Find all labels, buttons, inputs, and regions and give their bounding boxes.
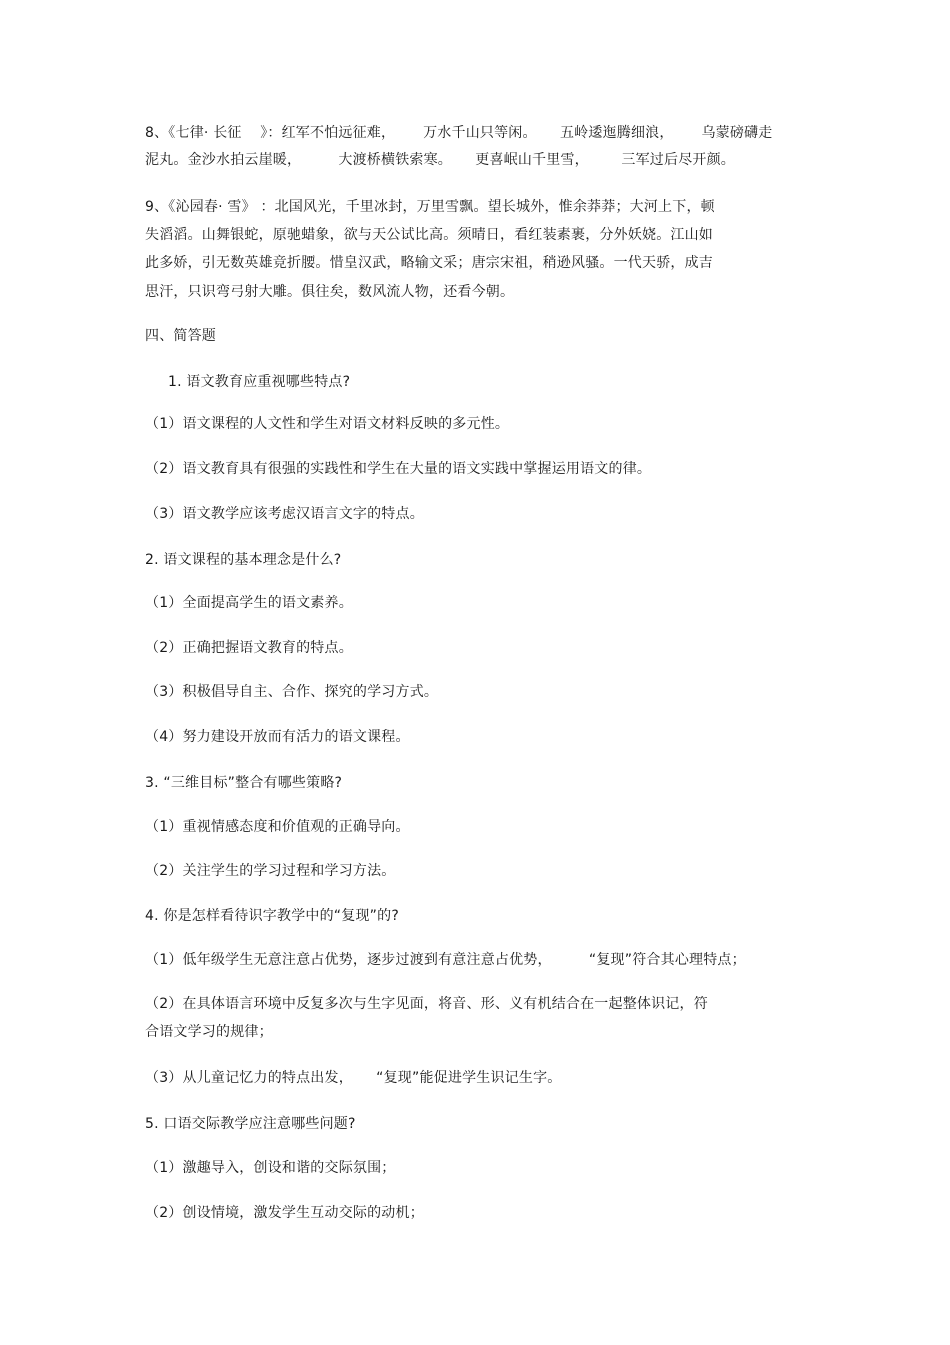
question-3-title: 3. “三维目标”整合有哪些策略? [145, 775, 343, 791]
question-5-title: 5. 口语交际教学应注意哪些问题? [145, 1116, 356, 1132]
poem-9-line-3: 此多娇，引无数英雄竞折腰。惜皇汉武，略输文采；唐宗宋祖，稍逊风骚。一代天骄，成吉 [145, 255, 713, 271]
question-3-answer-2: （2）关注学生的学习过程和学习方法。 [145, 863, 396, 879]
question-2-answer-3: （3）积极倡导自主、合作、探究的学习方式。 [145, 684, 439, 700]
question-1-answer-3: （3）语文教学应该考虑汉语言文字的特点。 [145, 506, 424, 522]
question-1-answer-2: （2）语文教育具有很强的实践性和学生在大量的语文实践中掌握运用语文的律。 [145, 461, 652, 477]
question-4-answer-1: （1）低年级学生无意注意占优势，逐步过渡到有意注意占优势， “复现”符合其心理特点； [145, 952, 746, 968]
section-heading: 四、简答题 [145, 328, 216, 344]
question-4-title: 4. 你是怎样看待识字教学中的“复现”的? [145, 908, 399, 924]
poem-8-line-1: 8、《七律· 长征 》：红军不怕远征难， 万水千山只等闲。 五岭逶迤腾细浪， 乌蒙磅礴走 [145, 125, 773, 141]
question-2-title: 2. 语文课程的基本理念是什么? [145, 552, 342, 568]
poem-9-line-4: 思汗，只识弯弓射大雕。俱往矣，数风流人物，还看今朝。 [145, 284, 515, 300]
question-2-answer-2: （2）正确把握语文教育的特点。 [145, 640, 353, 656]
question-4-answer-3: （3）从儿童记忆力的特点出发， “复现”能促进学生识记生字。 [145, 1070, 562, 1086]
question-1-answer-1: （1）语文课程的人文性和学生对语文材料反映的多元性。 [145, 416, 510, 432]
poem-8-line-2: 泥丸。金沙水拍云崖暖， 大渡桥横铁索寒。 更喜岷山千里雪， 三军过后尽开颜。 [145, 152, 736, 168]
question-5-answer-1: （1）激趣导入，创设和谐的交际氛围； [145, 1160, 396, 1176]
question-4-answer-2-line-1: （2）在具体语言环境中反复多次与生字见面，将音、形、义有机结合在一起整体识记，符 [145, 996, 708, 1012]
poem-9-line-1: 9、《沁园春· 雪》 ：北国风光，千里冰封，万里雪飘。望长城外，惟余莽莽；大河上下，顿 [145, 199, 715, 215]
question-4-answer-2-line-2: 合语文学习的规律； [145, 1024, 273, 1040]
question-2-answer-4: （4）努力建设开放而有活力的语文课程。 [145, 729, 410, 745]
question-5-answer-2: （2）创设情境，激发学生互动交际的动机； [145, 1205, 424, 1221]
question-2-answer-1: （1）全面提高学生的语文素养。 [145, 595, 353, 611]
poem-9-line-2: 失滔滔。山舞银蛇，原驰蜡象，欲与天公试比高。须晴日，看红装素裹，分外妖娆。江山如 [145, 227, 713, 243]
question-1-title: 1. 语文教育应重视哪些特点? [168, 374, 351, 390]
question-3-answer-1: （1）重视情感态度和价值观的正确导向。 [145, 819, 410, 835]
